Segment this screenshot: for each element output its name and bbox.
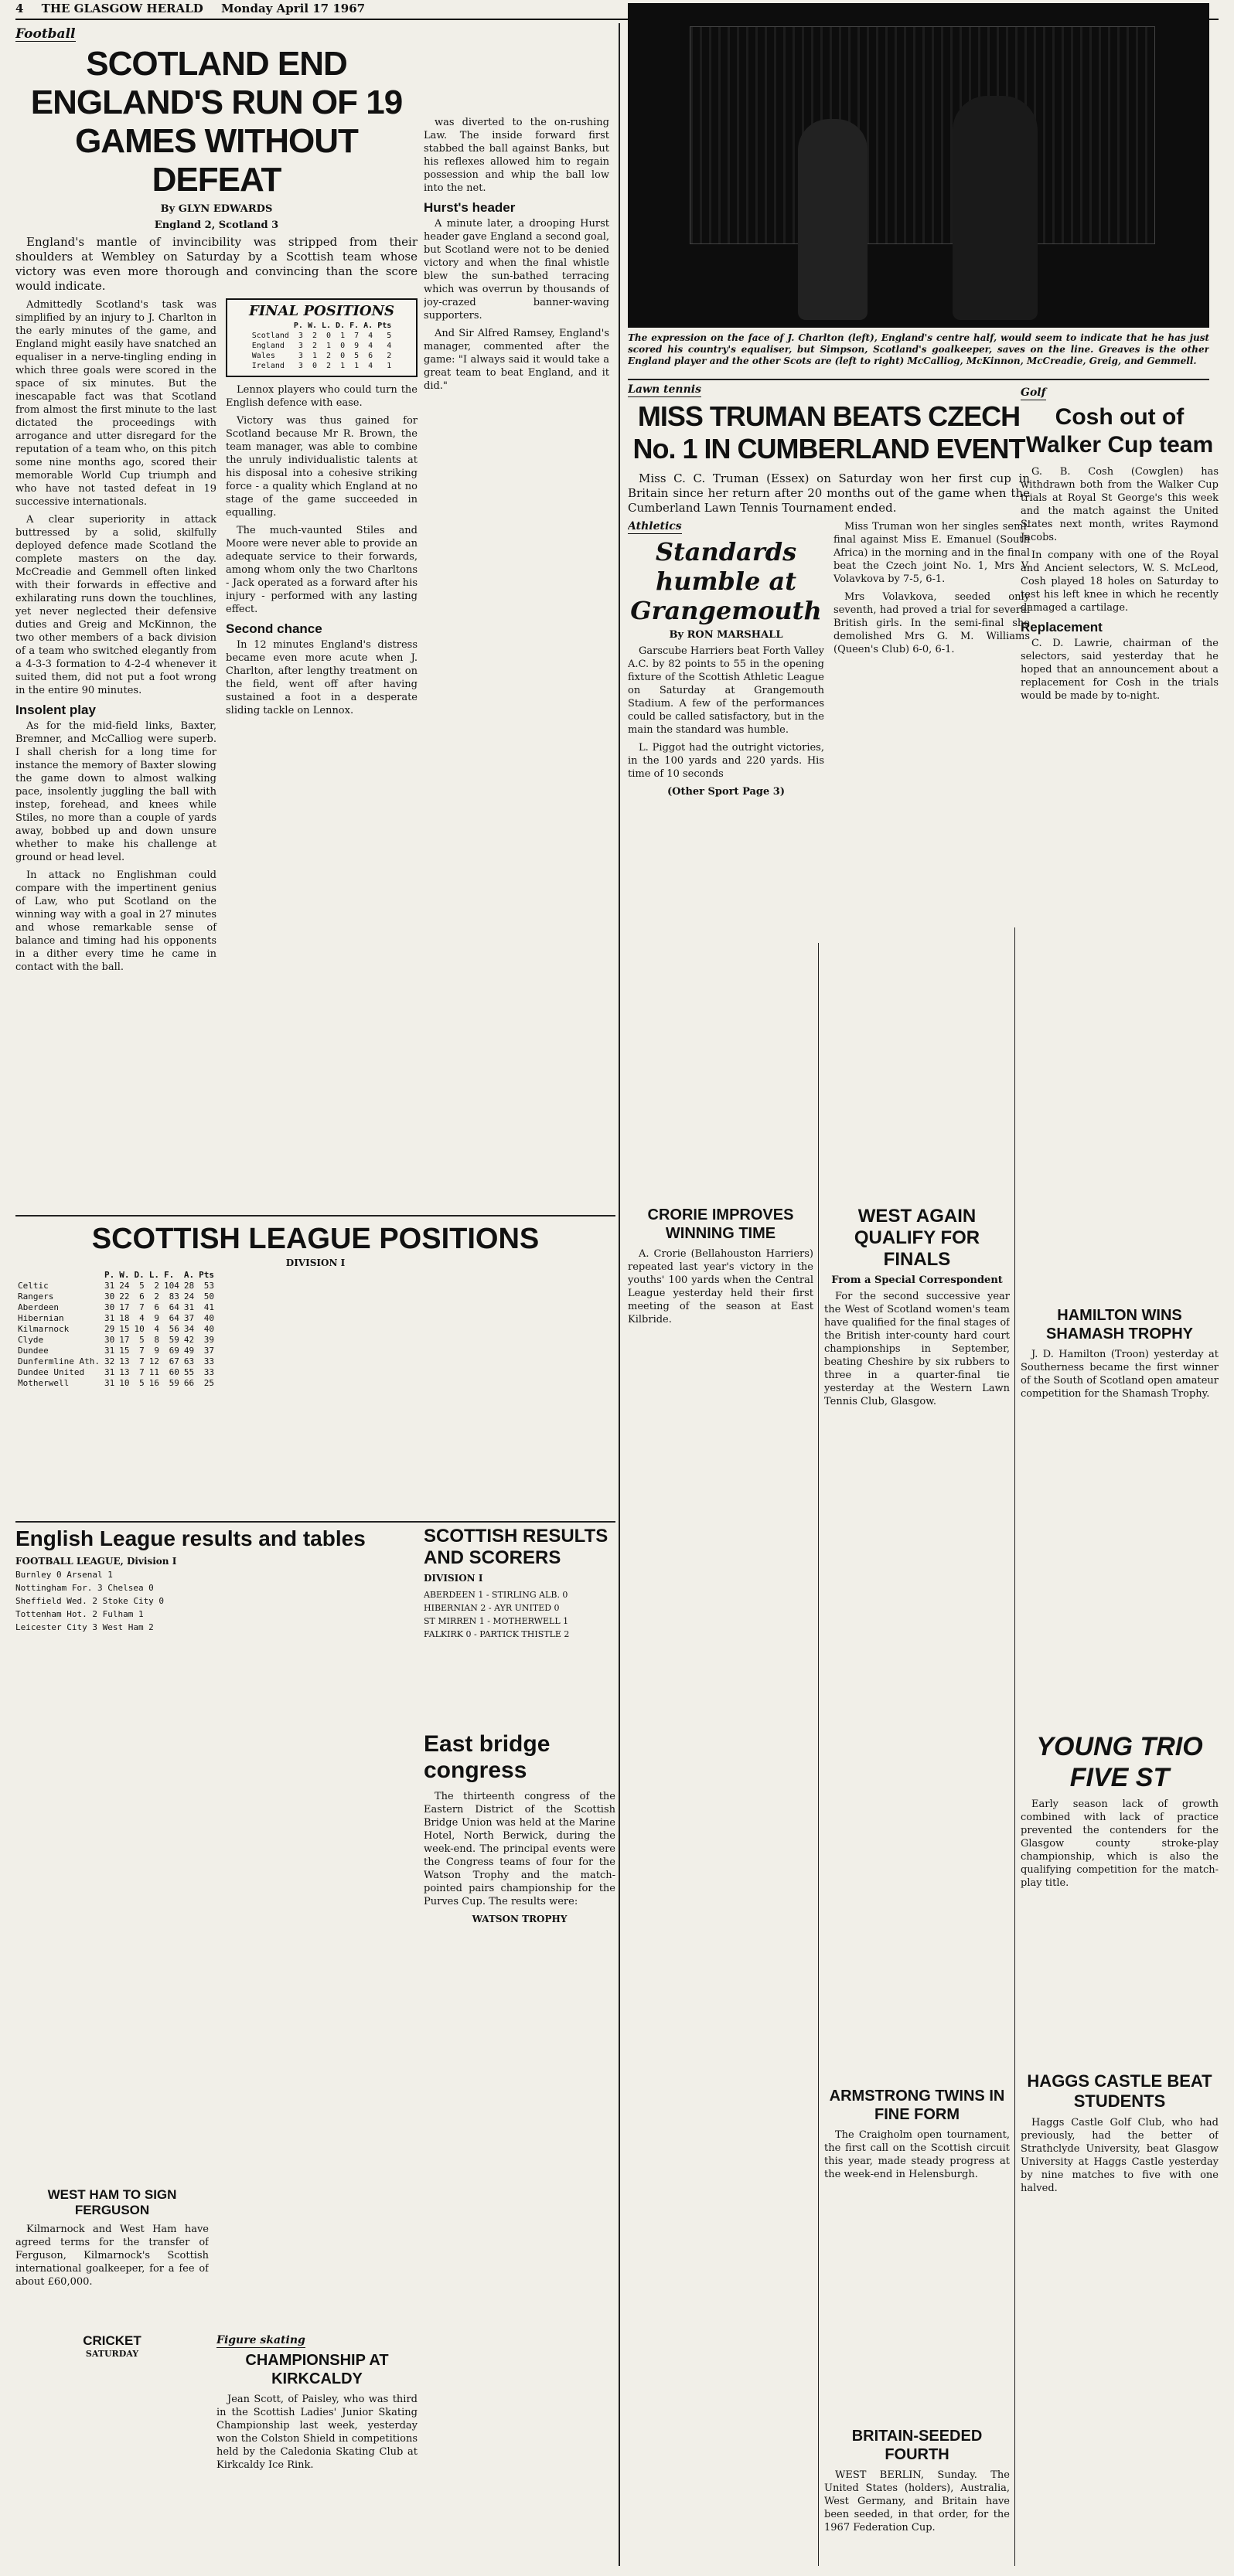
westagain-text: For the second successive year the West of Scotland women's team have qualified for the final stages of the British inter-county hard court championships in September, beating Cheshire by six rubbers to three in a quarter-final tie yesterday at the Western Lawn Tennis Club, Glasgow. [824, 1291, 1010, 1407]
result-line: ST MIRREN 1 - MOTHERWELL 1 [424, 1616, 569, 1626]
stat-cell: 1 [387, 362, 392, 370]
stat-cell: 31 [183, 1302, 195, 1312]
stat-cell: 1 [326, 342, 332, 350]
team-name: Rangers [18, 1291, 54, 1302]
stat-cell: 1 [340, 332, 346, 340]
paper-name: THE GLASGOW HERALD [41, 2, 203, 15]
team-name: Dundee United [18, 1367, 85, 1377]
stat-cell: 7 [354, 332, 360, 340]
football-para-5: In attack no Englishman could compare with the impertinent genius of Law, who put Scotland on the winning way with a goal in 27 minutes and whose remarkable sense of balance and timing had his opponents in a dither every time he came in contact with the ball. [15, 869, 216, 973]
skating-text: Jean Scott, of Paisley, who was third in the Scottish Ladies' Junior Skating Championship last week, yesterday won the Colston Shield in competitions held by the Caledonia Skating Club at Kirkcaldy Ice Rink. [216, 2394, 418, 2471]
final-positions-row [250, 351, 394, 361]
armstrong-text: The Craigholm open tournament, the first call on the Scottish circuit this year, made steady progress at the week-end in Helensburgh. [824, 2129, 1010, 2180]
stat-cell: 18 [119, 1313, 130, 1323]
stat-cell: 31 [104, 1281, 115, 1291]
hamilton-article [1021, 1306, 1219, 1507]
football-col2-para-4: In 12 minutes England's distress became even more acute when J. Charlton, after lengthy treatment on the field, went off after having sustained a foot in a desperate sliding tackle on Lennox. [226, 639, 418, 716]
header-cell: D. [336, 322, 346, 330]
tennis-para-2: Mrs Volavkova, seeded only seventh, had proved a trial for several British girls. In the semi-final she demolished Mrs G. M. Williams (Queen's Club) 6-0, 6-1. [833, 591, 1030, 655]
stat-cell: 63 [183, 1356, 195, 1366]
tennis-para-1: Miss Truman won her singles semi-final against Miss E. Emanuel (South Africa) in the morning and in the final beat the Czech joint No. 1, Mrs V. Volavkova by 7-5, 6-1. [833, 521, 1030, 585]
stat-cell: 59 [169, 1378, 179, 1388]
stat-cell: 13 [119, 1367, 130, 1377]
header-cell: Pts [377, 322, 392, 330]
stat-cell: 5 [354, 352, 360, 360]
stat-cell: 2 [312, 342, 317, 350]
stat-cell: 9 [354, 342, 360, 350]
football-col3-para-3: And Sir Alfred Ramsey, England's manager, commented after the game: "I always said it would take a great team to beat England, and it did." [424, 328, 609, 392]
stat-cell: 50 [203, 1291, 214, 1302]
stat-cell: 2 [326, 362, 332, 370]
golf-subhead-replacement: Replacement [1021, 620, 1103, 635]
stat-cell: 32 [104, 1356, 115, 1366]
stat-cell: 5 [387, 332, 392, 340]
stat-cell: 16 [148, 1378, 159, 1388]
result-line: ABERDEEN 1 - STIRLING ALB. 0 [424, 1590, 568, 1600]
stat-cell: 42 [183, 1335, 195, 1345]
team-name: England [251, 342, 285, 350]
football-headline: SCOTLAND END ENGLAND'S RUN OF 19 GAMES WITHOUT DEFEAT [30, 45, 403, 199]
league-row [15, 1378, 216, 1389]
stat-cell: 5 [139, 1281, 145, 1291]
stat-cell: 6 [139, 1291, 145, 1302]
league-row-header [15, 1270, 216, 1281]
football-kicker: Football [15, 28, 76, 42]
stat-cell: 40 [203, 1324, 214, 1334]
stat-cell: 3 [298, 362, 303, 370]
stat-cell: 30 [104, 1302, 115, 1312]
stat-cell: 31 [104, 1346, 115, 1356]
stat-cell: 0 [340, 352, 346, 360]
team-name: Hibernian [18, 1313, 64, 1323]
football-para-3: A clear superiority in attack buttressed by a solid, skilfully deployed defence made Scotland the complete masters on the day. McCreadie and Gemmell often linked with their forwards in effective and exhilarating runs down the touchlines, yet never neglected their defensive duties and Greig and McKinnon, the two other members of a back division of a team who switched elegantly from a 4-3-3 formation to 4-2-4 whenever it suited them, did not put a foot wrong in the entire 90 minutes. [15, 514, 216, 696]
westham-article [15, 2187, 209, 2326]
westagain-title: WEST AGAIN QUALIFY FOR FINALS [854, 1206, 980, 1270]
haggs-text: Haggs Castle Golf Club, who had previously, had the better of Strathclyde University, beat Glasgow University at Haggs Castle yesterday by nine matches to five with one halved. [1021, 2117, 1219, 2194]
player-silhouette [798, 119, 868, 320]
young-trio-text: Early season lack of growth combined with lack of practice prevented the contenders for the Glasgow county stroke-play championship, which is also the qualifying competition for the match-play title. [1021, 1798, 1219, 1889]
scottish-league-title: SCOTTISH LEAGUE POSITIONS [91, 1223, 540, 1255]
header-cell: W. [307, 322, 317, 330]
young-trio-article [1021, 1731, 1219, 2056]
britain-text: WEST BERLIN, Sunday. The United States (holders), Australia, West Germany, and Britain have been seeded, in that order, for the 1967 Federation Cup. [824, 2469, 1010, 2533]
final-positions-title: FINAL POSITIONS [248, 303, 395, 319]
goal-net [690, 26, 1155, 244]
stat-cell: 31 [104, 1378, 115, 1388]
league-row [15, 1324, 216, 1335]
stat-cell: 10 [134, 1324, 145, 1334]
bridge-text: The thirteenth congress of the Eastern District of the Scottish Bridge Union was held at the Marine Hotel, North Berwick, during the week-end. The principal events were the Congress teams of four for the Watson Trophy and the match-pointed pairs championship for the Purves Cup. The results were: [424, 1791, 615, 1907]
stat-cell: 1 [354, 362, 360, 370]
football-subhead-second-chance: Second chance [226, 621, 322, 636]
haggs-article [1021, 2071, 1219, 2303]
rule-above-english [15, 1521, 615, 1523]
result-line: FALKIRK 0 - PARTICK THISTLE 2 [424, 1629, 570, 1639]
athletics-byline: By RON MARSHALL [669, 629, 783, 641]
golf-kicker: Golf [1021, 386, 1046, 399]
stat-cell: 4 [368, 332, 373, 340]
stat-cell: 41 [203, 1302, 214, 1312]
athletics-kicker: Athletics [628, 520, 682, 533]
football-subhead-insolent: Insolent play [15, 703, 96, 717]
stat-cell: 10 [119, 1378, 130, 1388]
stat-cell: 7 [139, 1346, 145, 1356]
stat-cell: 25 [203, 1378, 214, 1388]
scottish-results-section [424, 1526, 609, 1727]
league-row [15, 1356, 216, 1367]
athletics-para-1: Garscube Harriers beat Forth Valley A.C. by 82 points to 55 in the opening fixture of the Scottish Athletic League on Saturday at Grangemouth Stadium. A few of the performances could be called satisfactory, but in the main the standard was humble. [628, 645, 824, 736]
westham-text: Kilmarnock and West Ham have agreed terms for the transfer of Ferguson, Kilmarnock's Scottish international goalkeeper, for a fee of about £60,000. [15, 2224, 209, 2288]
golf-article [1021, 386, 1219, 1298]
stat-cell: 64 [169, 1302, 179, 1312]
final-positions-row [250, 331, 394, 341]
rule-below-photo [628, 379, 1209, 380]
athletics-para-2: L. Piggot had the outright victories, in the 100 yards and 220 yards. His time of 10 seconds [628, 742, 824, 780]
haggs-title: HAGGS CASTLE BEAT STUDENTS [1027, 2071, 1212, 2111]
stat-cell: 2 [154, 1291, 159, 1302]
skating-title: CHAMPIONSHIP AT KIRKCALDY [245, 2352, 389, 2387]
match-photo [628, 3, 1209, 328]
armstrong-article [824, 2087, 1010, 2241]
team-name: Wales [251, 352, 275, 360]
hamilton-title: HAMILTON WINS SHAMASH TROPHY [1045, 1307, 1193, 1342]
header-cell [250, 321, 291, 331]
westagain-byline: From a Special Correspondent [831, 1274, 1003, 1286]
league-row [15, 1313, 216, 1324]
stat-cell: 15 [119, 1346, 130, 1356]
britain-title: BRITAIN-SEEDED FOURTH [851, 2428, 983, 2463]
stat-cell: 4 [139, 1313, 145, 1323]
result-line: Tottenham Hot. 2 Fulham 1 [15, 1609, 144, 1619]
header-cell: P. [104, 1270, 115, 1280]
header-cell: F. [163, 1270, 175, 1280]
young-trio-title: YOUNG TRIO FIVE ST [1036, 1732, 1203, 1792]
bridge-article [424, 1731, 615, 2566]
football-col3-para-2: A minute later, a drooping Hurst header gave England a second goal, but Scotland were not to be denied victory and when the final whistle blew the sun-bathed terracing which was overrun by thousands of joy-crazed banner-waving supporters. [424, 218, 609, 322]
stat-cell: 0 [312, 362, 317, 370]
athletics-headline: Standards humble at Grangemouth [630, 537, 822, 625]
stat-cell: 4 [368, 342, 373, 350]
league-row [15, 1291, 216, 1302]
stat-cell: 2 [387, 352, 392, 360]
header-cell: F. [349, 322, 360, 330]
result-line: Nottingham For. 3 Chelsea 0 [15, 1583, 154, 1593]
league-row [15, 1367, 216, 1378]
golf-para-2: In company with one of the Royal and Ancient selectors, W. S. McLeod, Cosh played 18 holes on Saturday to test his left knee in which he recently damaged a cartilage. [1021, 550, 1219, 614]
league-row [15, 1346, 216, 1356]
crorie-title: CRORIE IMPROVES WINNING TIME [647, 1206, 794, 1242]
stat-cell: 7 [139, 1356, 145, 1366]
stat-cell: 1 [340, 362, 346, 370]
stat-cell: 3 [298, 342, 303, 350]
stat-cell: 4 [368, 362, 373, 370]
english-league-division: FOOTBALL LEAGUE, Division I [15, 1556, 177, 1567]
tennis-intro: Miss C. C. Truman (Essex) on Saturday won her first cup in Britain since her return after 20 months out of the game when the Cumberland Lawn Tennis Tournament ended. [628, 471, 1030, 515]
football-subhead-hurst: Hurst's header [424, 200, 516, 215]
stat-cell: 64 [169, 1313, 179, 1323]
hamilton-text: J. D. Hamilton (Troon) yesterday at Southerness became the first winner of the South of Scotland open amateur competition for the Shamash Trophy. [1021, 1349, 1219, 1400]
stat-cell: 5 [139, 1335, 145, 1345]
stat-cell: 4 [387, 342, 392, 350]
team-name: Motherwell [18, 1378, 70, 1388]
english-league-title: English League results and tables [15, 1526, 366, 1550]
photo-caption: The expression on the face of J. Charlton (left), England's centre half, would seem to indicate that he has just scored his country's equaliser, but Simpson, Scotland's goalkeeper, saves on the line. Greaves is the other England player and the other Scots are (left to right) McCalliog, McKinnon, McCreadie, Greig, and Gemmell. [628, 332, 1209, 366]
team-name: Dundee [18, 1346, 49, 1356]
cricket-article [15, 2334, 209, 2566]
stat-cell: 40 [203, 1313, 214, 1323]
football-para-4: As for the mid-field links, Baxter, Bremner, and McCalliog were superb. I shall cherish for a long time for instance the memory of Baxter slowing the game down to almost walking pace, insolently juggling the ball with instep, forehead, and knees while Stiles, no more than a couple of yards away, bobbed up and down unsure whether to make his challenge at ground or head level. [15, 720, 216, 863]
final-positions-box [226, 298, 418, 377]
issue-date: Monday April 17 1967 [220, 2, 366, 15]
tennis-article [628, 383, 1030, 940]
stat-cell: 60 [169, 1367, 179, 1377]
team-name: Celtic [18, 1281, 49, 1291]
header-cell: A. [363, 322, 373, 330]
divider-main [619, 23, 620, 2566]
stat-cell: 49 [183, 1346, 195, 1356]
stat-cell: 28 [183, 1281, 195, 1291]
stat-cell: 53 [203, 1281, 214, 1291]
football-col2-para-3: The much-vaunted Stiles and Moore were never able to provide an adequate service to their forwards, among whom only the two Charltons - Jack operated as a forward after his injury - performed with any lasting effect. [226, 525, 418, 615]
header-cell: D. [134, 1270, 145, 1280]
stat-cell: 2 [312, 332, 317, 340]
golf-para-3: C. D. Lawrie, chairman of the selectors, said yesterday that he hoped that an announcement about a replacement for Cosh in the trials would be made by to-night. [1021, 638, 1219, 702]
divider-mid-right [818, 943, 819, 2566]
scottish-results-division: DIVISION I [424, 1573, 483, 1584]
bridge-title: East bridge congress [424, 1731, 551, 1783]
golf-headline: Cosh out of Walker Cup team [1025, 404, 1214, 458]
rule-above-league [15, 1215, 615, 1217]
stat-cell: 3 [298, 352, 303, 360]
stat-cell: 7 [139, 1302, 145, 1312]
divider-right [1014, 927, 1015, 2566]
tennis-headline: MISS TRUMAN BEATS CZECH No. 1 IN CUMBERLAND EVENT [632, 400, 1025, 464]
stat-cell: 83 [169, 1291, 179, 1302]
stat-cell: 30 [104, 1291, 115, 1302]
stat-cell: 37 [183, 1313, 195, 1323]
cricket-subhead: SATURDAY [85, 2349, 139, 2359]
westagain-article [824, 1206, 1010, 1638]
stat-cell: 6 [368, 352, 373, 360]
header-cell: L. [148, 1270, 159, 1280]
stat-cell: 55 [183, 1367, 195, 1377]
stat-cell: 3 [298, 332, 303, 340]
stat-cell: 24 [183, 1291, 195, 1302]
stat-cell: 6 [154, 1302, 159, 1312]
stat-cell: 7 [139, 1367, 145, 1377]
stat-cell: 34 [183, 1324, 195, 1334]
stat-cell: 33 [203, 1367, 214, 1377]
stat-cell: 0 [340, 342, 346, 350]
stat-cell: 33 [203, 1356, 214, 1366]
stat-cell: 9 [154, 1346, 159, 1356]
header-cell: A. [183, 1270, 195, 1280]
stat-cell: 67 [169, 1356, 179, 1366]
golf-para-1: G. B. Cosh (Cowglen) has withdrawn both from the Walker Cup trials at Royal St George's this week and the match against the United States next month, writes Raymond Jacobs. [1021, 466, 1219, 543]
header-cell: Pts [199, 1270, 214, 1280]
stat-cell: 24 [119, 1281, 130, 1291]
team-name: Ireland [251, 362, 285, 370]
skating-article [216, 2334, 418, 2566]
bridge-subhead: WATSON TROPHY [472, 1914, 568, 1924]
stat-cell: 17 [119, 1335, 130, 1345]
stat-cell: 31 [104, 1313, 115, 1323]
skating-kicker: Figure skating [216, 2334, 305, 2346]
stat-cell: 12 [148, 1356, 159, 1366]
crorie-text: A. Crorie (Bellahouston Harriers) repeated last year's victory in the youths' 100 yards when the Central League yesterday held their first meeting of the season at East Kilbride. [628, 1248, 813, 1325]
stat-cell: 66 [183, 1378, 195, 1388]
scottish-league-table [15, 1270, 216, 1389]
team-name: Kilmarnock [18, 1324, 70, 1334]
header-cell: L. [322, 322, 332, 330]
football-article-col3 [424, 116, 609, 1210]
final-positions-table [250, 321, 394, 371]
crorie-article [628, 1206, 813, 1438]
stat-cell: 13 [119, 1356, 130, 1366]
stat-cell: 104 [163, 1281, 179, 1291]
football-para-2: Admittedly Scotland's task was simplified by an injury to J. Charlton in the early minutes of the game, and England might easily have snatched an equaliser in a nerve-tingling ending in which three goals were scored in the space of six minutes. But the inescapable fact was that Scotland from almost the first minute to the last dictated the proceedings with arrogance and utter disregard for the reputation of a team who, on this pitch some nine months ago, scored their memorable World Cup triumph and who have not tasted defeat in 19 successive internationals. [15, 299, 216, 508]
armstrong-title: ARMSTRONG TWINS IN FINE FORM [829, 2088, 1005, 2123]
cricket-title: CRICKET [83, 2334, 141, 2348]
scottish-league-section [15, 1221, 615, 1515]
header-cell [15, 1270, 102, 1281]
stat-cell: 11 [148, 1367, 159, 1377]
stat-cell: 9 [154, 1313, 159, 1323]
stat-cell: 5 [139, 1378, 145, 1388]
final-positions-row [250, 341, 394, 351]
stat-cell: 56 [169, 1324, 179, 1334]
result-line: Burnley 0 Arsenal 1 [15, 1570, 113, 1580]
stat-cell: 17 [119, 1302, 130, 1312]
goalkeeper-silhouette [953, 96, 1038, 320]
league-row [15, 1302, 216, 1313]
stat-cell: 69 [169, 1346, 179, 1356]
football-para-1: England's mantle of invincibility was stripped from their shoulders at Wembley on Saturday by a Scottish team whose victory was even more thorough and convincing than the score would indicate. [15, 235, 418, 293]
scottish-results-title: SCOTTISH RESULTS AND SCORERS [424, 1526, 608, 1568]
stat-cell: 1 [312, 352, 317, 360]
header-cell: W. [119, 1270, 130, 1280]
scottish-results-list [424, 1588, 609, 1641]
team-name: Clyde [18, 1335, 44, 1345]
stat-cell: 30 [104, 1335, 115, 1345]
final-positions-row [250, 361, 394, 371]
page-number: 4 [15, 2, 24, 15]
britain-article [824, 2427, 1010, 2566]
football-byline: By GLYN EDWARDS [160, 203, 273, 215]
header-cell: P. [293, 322, 303, 330]
result-line: Sheffield Wed. 2 Stoke City 0 [15, 1596, 165, 1606]
stat-cell: 29 [104, 1324, 115, 1334]
scottish-league-division: DIVISION I [285, 1257, 346, 1268]
football-col2-para-2: Victory was thus gained for Scotland because Mr R. Brown, the team manager, was able to combine the unruly individualistic talents at his disposal into a cohesive striking force - a quality which England at no stage of the game succeeded in equalling. [226, 415, 418, 519]
english-results-list [15, 1568, 418, 1634]
stat-cell: 37 [203, 1346, 214, 1356]
stat-cell: 2 [154, 1281, 159, 1291]
stat-cell: 59 [169, 1335, 179, 1345]
stat-cell: 2 [326, 352, 332, 360]
result-line: HIBERNIAN 2 - AYR UNITED 0 [424, 1603, 560, 1613]
league-row [15, 1335, 216, 1346]
stat-cell: 22 [119, 1291, 130, 1302]
stat-cell: 0 [326, 332, 332, 340]
stat-cell: 8 [154, 1335, 159, 1345]
stat-cell: 31 [104, 1367, 115, 1377]
football-article [15, 28, 418, 1210]
stat-cell: 15 [119, 1324, 130, 1334]
team-name: Dunfermline Ath. [18, 1356, 100, 1366]
athletics-other-sport: (Other Sport Page 3) [666, 786, 786, 798]
english-league-section [15, 1526, 418, 2175]
stat-cell: 39 [203, 1335, 214, 1345]
league-row [15, 1281, 216, 1291]
team-name: Aberdeen [18, 1302, 59, 1312]
result-line: Leicester City 3 West Ham 2 [15, 1622, 154, 1632]
tennis-kicker: Lawn tennis [628, 383, 701, 396]
final-positions-row-header [250, 321, 394, 331]
stat-cell: 4 [154, 1324, 159, 1334]
football-result: England 2, Scotland 3 [154, 219, 279, 231]
football-col2-para-1: Lennox players who could turn the English defence with ease. [226, 384, 418, 409]
team-name: Scotland [251, 332, 289, 340]
westham-title: WEST HAM TO SIGN FERGUSON [47, 2187, 177, 2217]
football-col3-para-1: was diverted to the on-rushing Law. The inside forward first stabbed the ball against Banks, but his reflexes allowed him to regain possession and whip the ball low into the net. [424, 117, 609, 194]
